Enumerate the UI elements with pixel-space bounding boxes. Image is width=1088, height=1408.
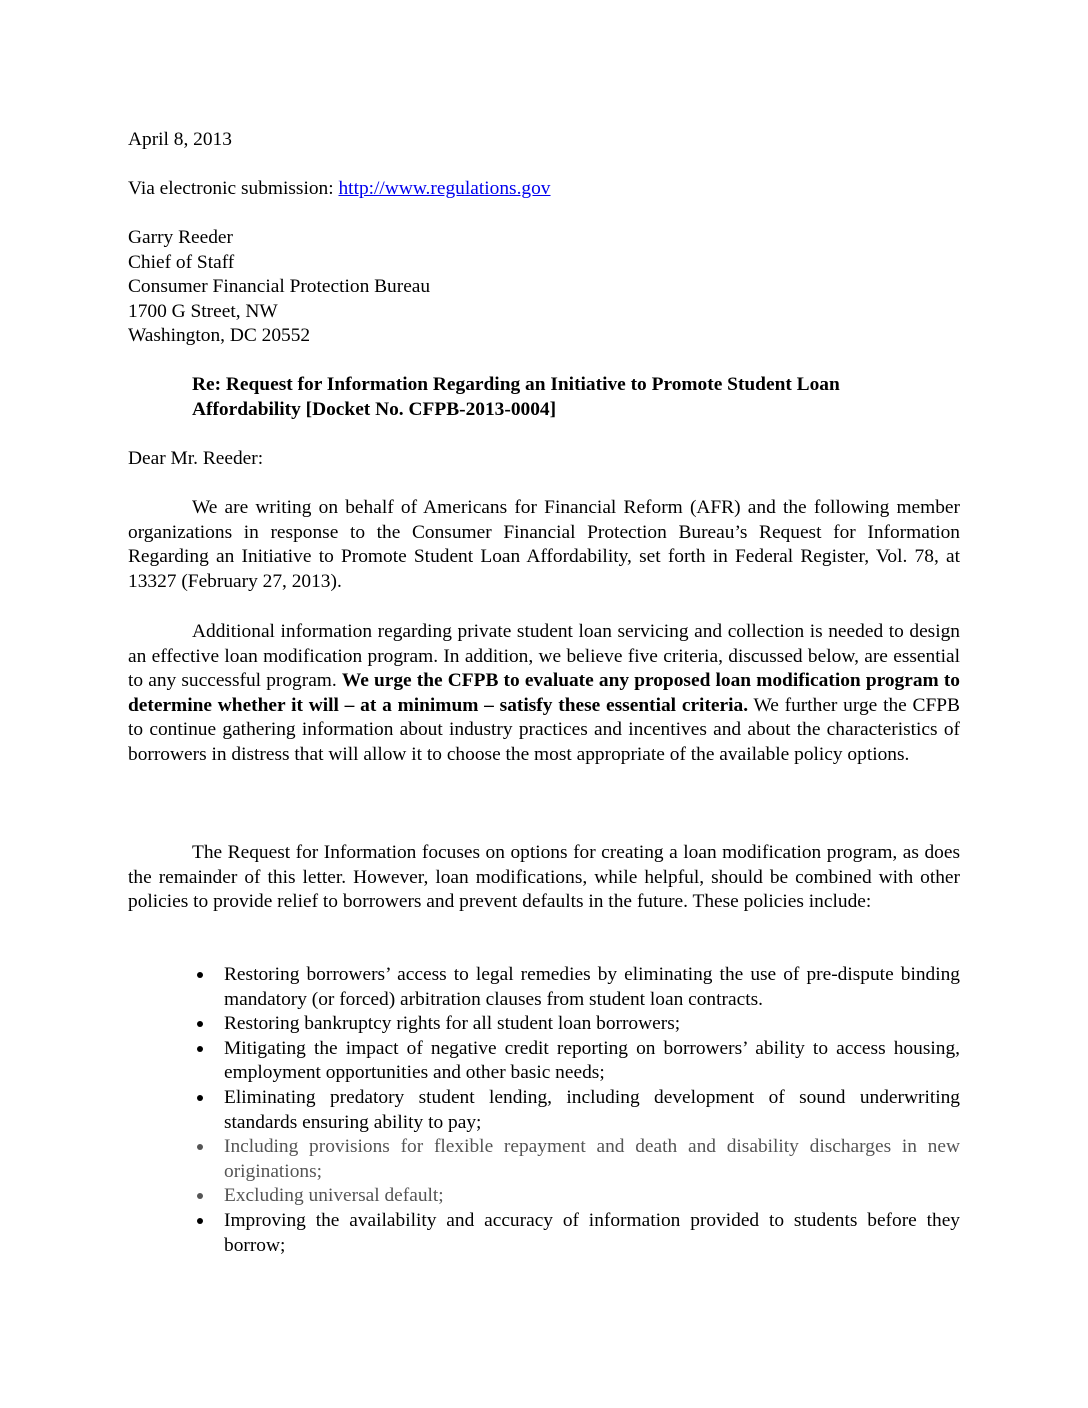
regulations-link[interactable]: http://www.regulations.gov	[338, 178, 551, 199]
list-item	[192, 1184, 960, 1209]
list-item-text: Mitigating the impact of negative credit reporting on borrowers’ ability to access housing, employment opportunities and other basic needs;	[224, 1037, 960, 1084]
list-item	[192, 1135, 960, 1184]
recipient-street: 1700 G Street, NW	[128, 300, 278, 322]
criteria-paragraph-closing: We further urge the CFPB to continue gathering information about industry practices and incentives and about the characteristics of borrowers in distress that will allow it to choose the most appropriate of the available policy options.	[128, 694, 960, 765]
list-item-text: Restoring bankruptcy rights for all student loan borrowers;	[224, 1013, 681, 1035]
recipient-title: Chief of Staff	[128, 251, 235, 273]
submission-method	[128, 177, 551, 202]
criteria-paragraph-emphasis: We urge the CFPB to evaluate any proposed loan modification program to determine whether it will – at a minimum – satisfy these essential criteria.	[128, 670, 960, 716]
list-item	[192, 1209, 960, 1258]
policy-list	[192, 963, 960, 1258]
list-item-text: Eliminating predatory student lending, including development of sound underwriting standards ensuring ability to pay;	[224, 1086, 960, 1133]
list-item	[192, 1037, 960, 1086]
list-item-text: Including provisions for flexible repayment and death and disability discharges in new originations;	[224, 1136, 960, 1182]
salutation: Dear Mr. Reeder:	[128, 448, 264, 469]
letter-date: April 8, 2013	[128, 129, 232, 150]
intro-paragraph: We are writing on behalf of Americans for Financial Reform (AFR) and the following member organizations in response to the Consumer Financial Protection Bureau’s Request for Information Regarding an Initiative to Promote Student Loan Affordability, set forth in Federal Register, Vol. 78, at 13327 (February 27, 2013).	[128, 497, 960, 592]
policies-paragraph: The Request for Information focuses on options for creating a loan modification program, as does the remainder of this letter. However, loan modifications, while helpful, should be combined with other policies to provide relief to borrowers and prevent defaults in the future. These policies include:	[128, 842, 960, 913]
subject-line: Re: Request for Information Regarding an Initiative to Promote Student Loan Affordability [Docket No. CFPB-2013-0004]	[192, 374, 840, 420]
recipient-address	[128, 226, 430, 349]
list-item-text: Restoring borrowers’ access to legal remedies by eliminating the use of pre-dispute binding mandatory (or forced) arbitration clauses from student loan contracts.	[224, 964, 960, 1010]
recipient-name: Garry Reeder	[128, 227, 233, 248]
list-item-text: Improving the availability and accuracy of information provided to students before they borrow;	[224, 1209, 960, 1256]
recipient-city: Washington, DC 20552	[128, 325, 311, 347]
criteria-paragraph-opening: Additional information regarding private student loan servicing and collection is needed to design an effective loan modification program. In addition, we believe five criteria, discussed below, are essential to any successful program.	[128, 621, 960, 692]
list-item	[192, 1012, 960, 1037]
list-item	[192, 963, 960, 1012]
submission-label: Via electronic submission:	[128, 178, 339, 199]
recipient-organization: Consumer Financial Protection Bureau	[128, 276, 431, 298]
criteria-paragraph	[128, 620, 960, 768]
list-item-text: Excluding universal default;	[224, 1185, 444, 1207]
list-item	[192, 1086, 960, 1135]
